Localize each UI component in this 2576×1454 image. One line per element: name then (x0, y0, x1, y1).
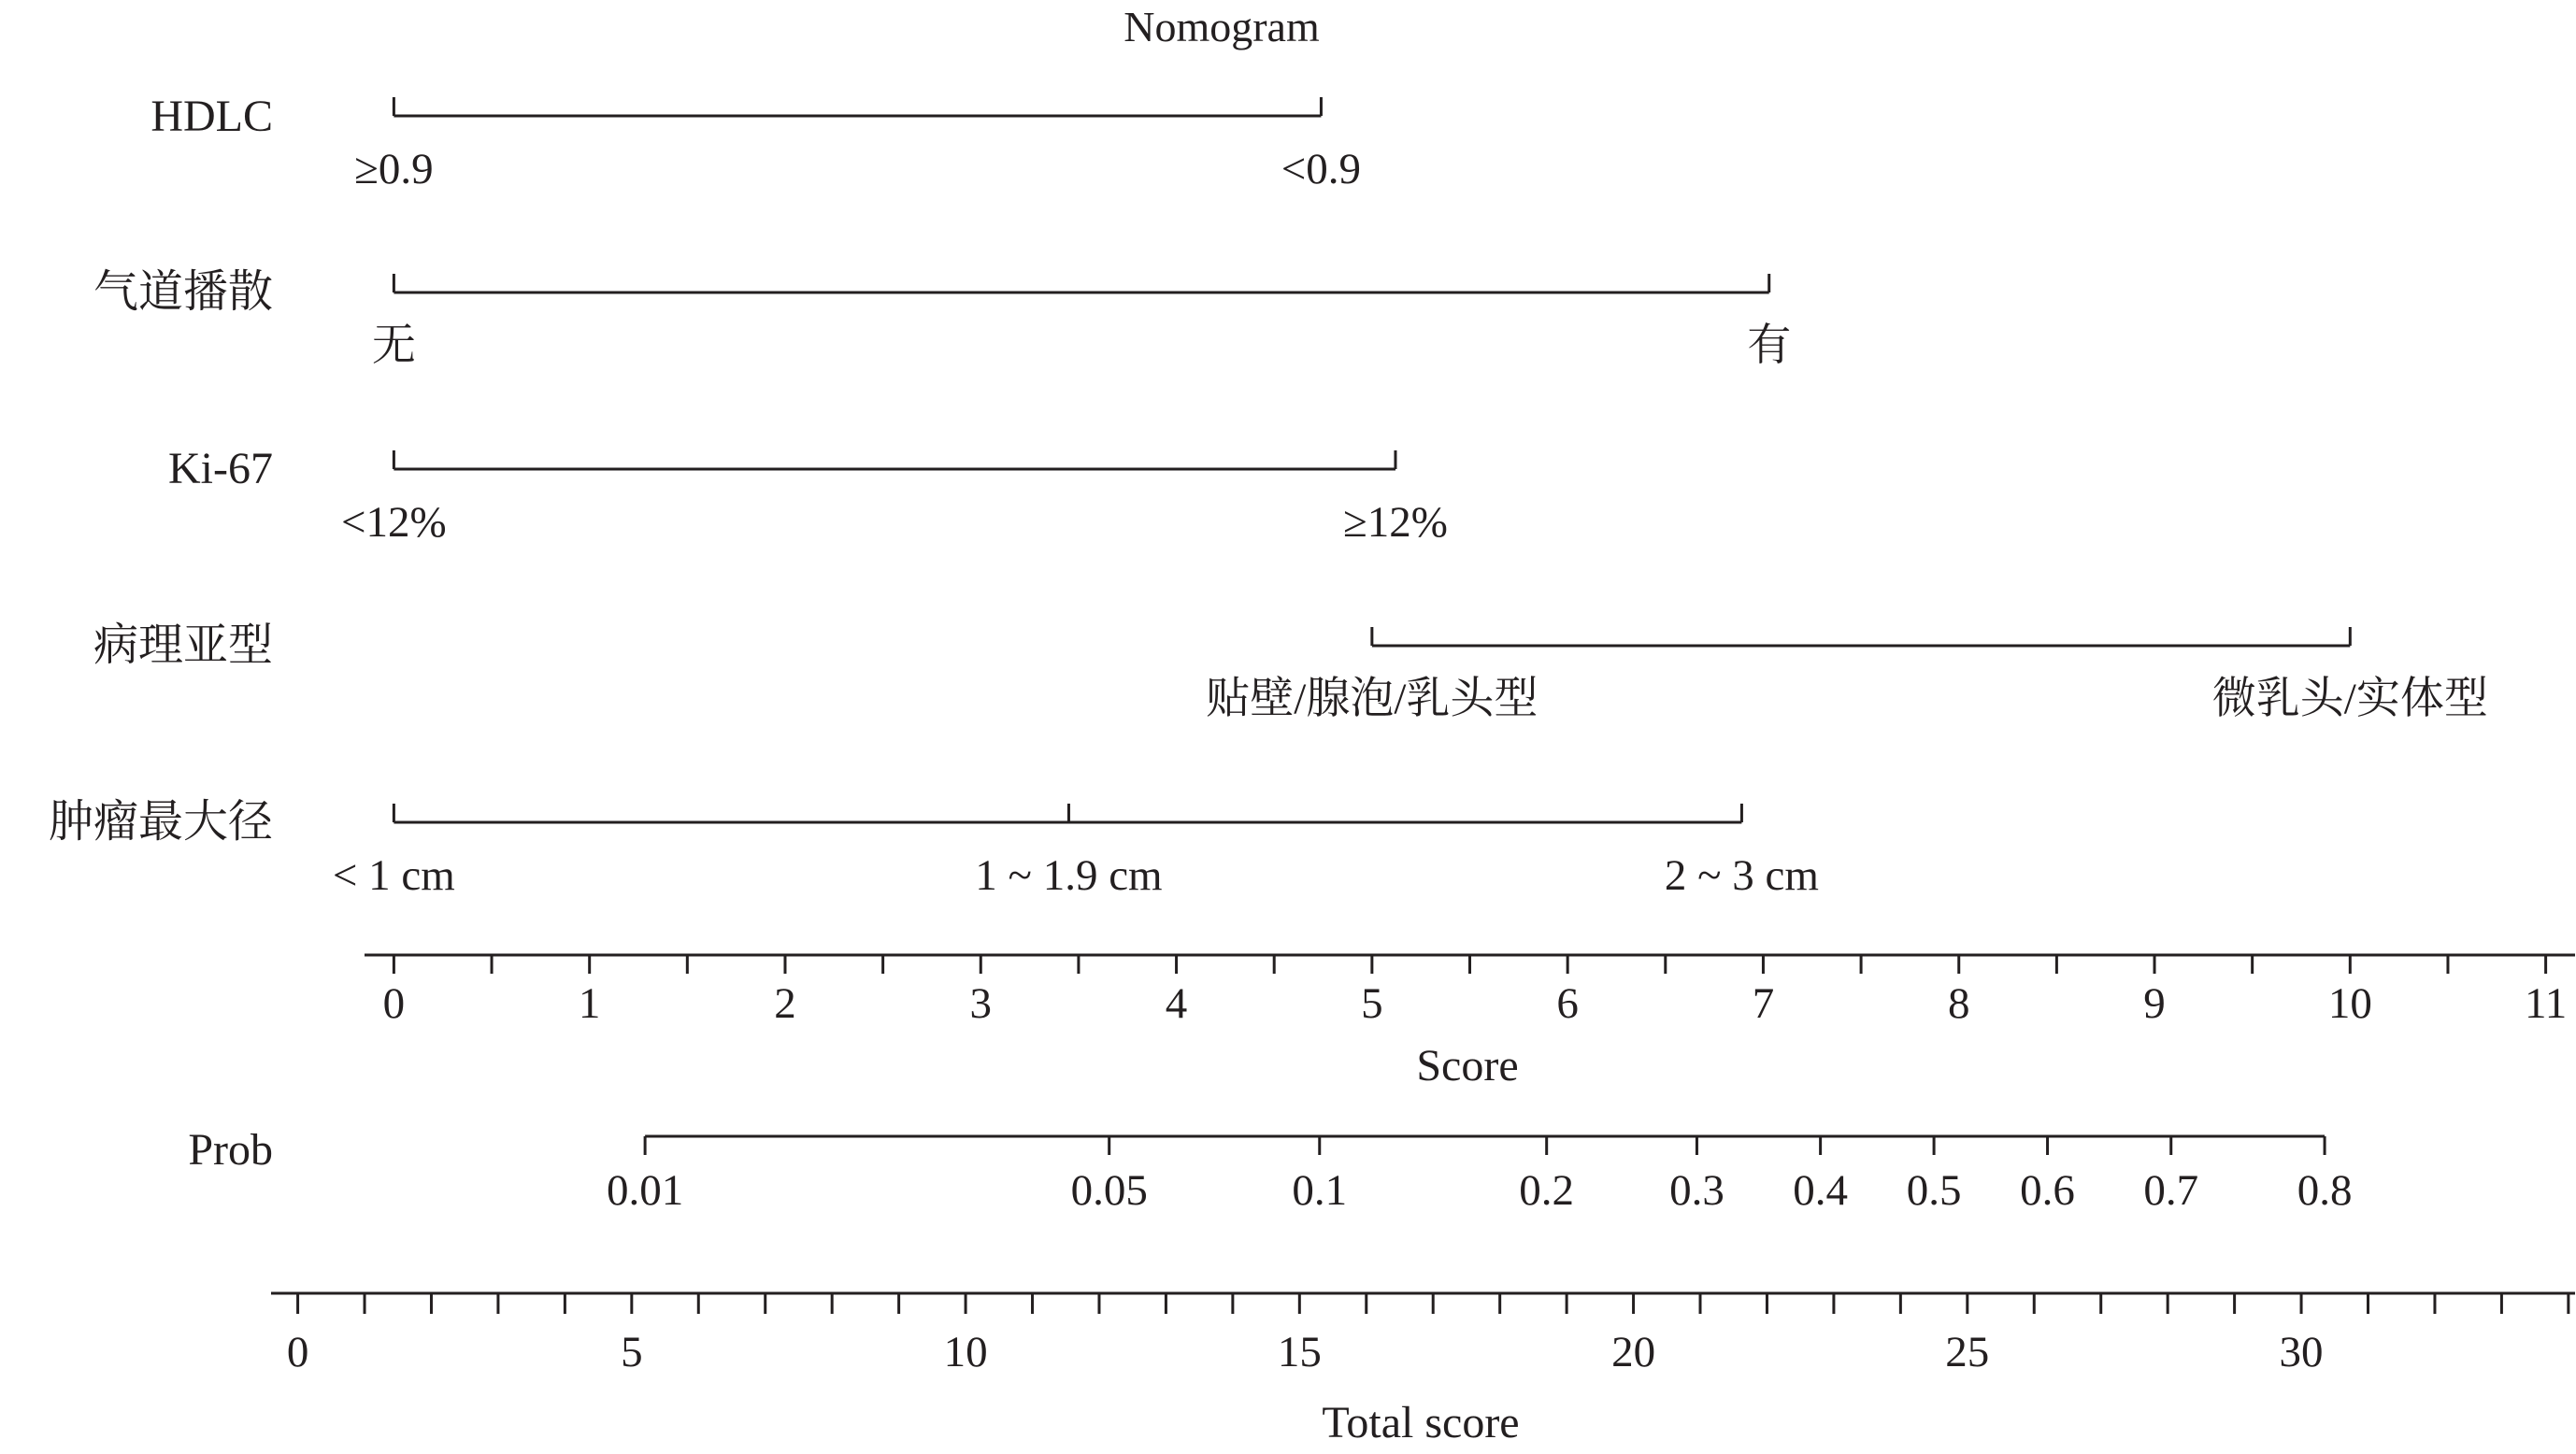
prob-tick-label: 0.8 (2297, 1166, 2353, 1215)
prob-label: Prob (188, 1125, 273, 1175)
level-label: 有 (1747, 321, 1792, 370)
total-tick-label: 30 (2279, 1328, 2324, 1376)
score-axis-title: Score (1416, 1041, 1519, 1090)
prob-tick-label: 0.6 (2020, 1166, 2075, 1215)
variable-row (49, 797, 1819, 900)
score-tick-label: 3 (969, 979, 993, 1028)
variable-row (93, 620, 2488, 723)
variable-scales (49, 92, 2488, 900)
variable-row (150, 92, 1361, 193)
level-label: < 1 cm (332, 851, 455, 900)
variable-row (93, 267, 1791, 370)
variable-label: HDLC (150, 92, 273, 141)
score-tick-label: 0 (382, 979, 406, 1028)
total-tick-label: 20 (1611, 1328, 1656, 1376)
level-label: ≥12% (1342, 498, 1448, 547)
score-tick-label: 6 (1556, 979, 1579, 1028)
score-tick-label: 10 (2327, 979, 2372, 1028)
level-label: 贴壁/腺泡/乳头型 (1206, 675, 1538, 723)
score-tick-label: 9 (2143, 979, 2166, 1028)
prob-tick-label: 0.3 (1669, 1166, 1724, 1215)
variable-label: 病理亚型 (93, 620, 273, 670)
total-tick-label: 0 (286, 1328, 309, 1376)
probability-scale (607, 1136, 2352, 1215)
variable-label: Ki-67 (168, 444, 273, 493)
total-score-axis (271, 1293, 2575, 1376)
level-label: 无 (371, 321, 416, 370)
score-tick-label: 5 (1361, 979, 1383, 1028)
variable-label: 肿瘤最大径 (48, 797, 273, 847)
level-label: <0.9 (1281, 145, 1362, 193)
total-tick-label: 15 (1277, 1328, 1322, 1376)
score-tick-label: 2 (774, 979, 796, 1028)
level-label: 微乳头/实体型 (2211, 675, 2488, 723)
chart-title: Nomogram (1123, 3, 1320, 50)
prob-tick-label: 0.7 (2143, 1166, 2199, 1215)
prob-tick-label: 0.2 (1519, 1166, 1575, 1215)
variable-label: 气道播散 (93, 267, 273, 317)
prob-tick-label: 0.01 (606, 1166, 684, 1215)
score-tick-label: 8 (1947, 979, 1970, 1028)
level-label: 2 ~ 3 cm (1664, 851, 1819, 900)
score-tick-label: 11 (2524, 979, 2568, 1028)
prob-tick-label: 0.4 (1793, 1166, 1848, 1215)
total-tick-label: 25 (1945, 1328, 1990, 1376)
total-score-axis-title: Total score (1322, 1398, 1520, 1447)
total-tick-label: 5 (621, 1328, 643, 1376)
score-axis (365, 955, 2575, 1028)
total-tick-label: 10 (943, 1328, 988, 1376)
level-label: <12% (341, 498, 447, 547)
score-tick-label: 4 (1165, 979, 1188, 1028)
variable-row (168, 444, 1448, 547)
level-label: 1 ~ 1.9 cm (975, 851, 1163, 900)
prob-tick-label: 0.05 (1070, 1166, 1148, 1215)
level-label: ≥0.9 (354, 145, 434, 193)
score-tick-label: 7 (1752, 979, 1775, 1028)
prob-tick-label: 0.5 (1906, 1166, 1962, 1215)
prob-tick-label: 0.1 (1292, 1166, 1348, 1215)
score-tick-label: 1 (578, 979, 601, 1028)
